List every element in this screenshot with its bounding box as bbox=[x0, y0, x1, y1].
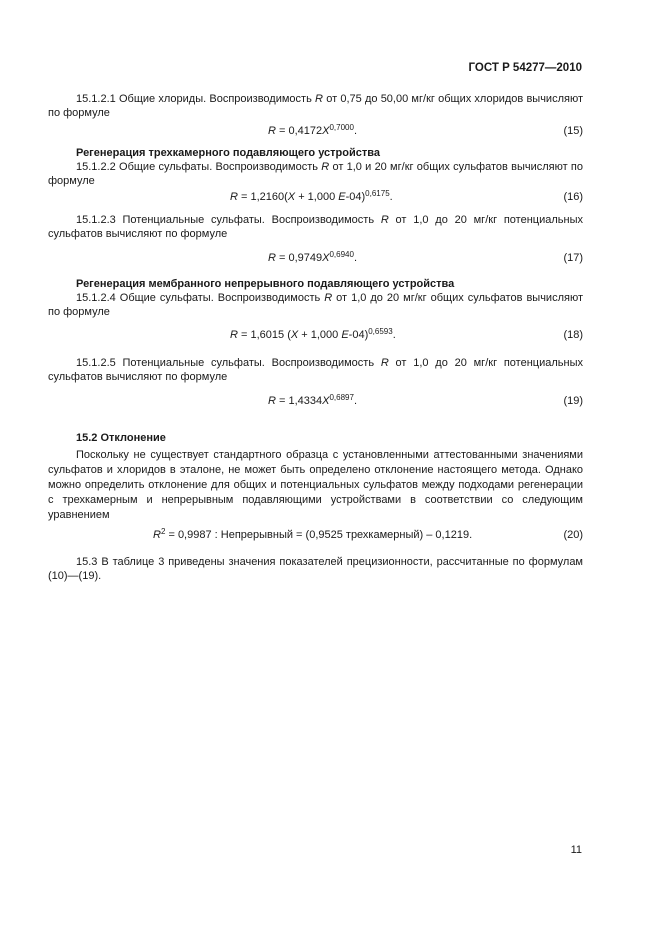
formula-number: (16) bbox=[563, 191, 583, 203]
variable-r: R bbox=[315, 93, 323, 105]
paragraph-15-1-2-4: 15.1.2.4 Общие сульфаты. Воспроизводимость R от 1,0 до 20 мг/кг общих сульфатов вычисляют по формуле bbox=[48, 292, 583, 318]
page-number: 11 bbox=[570, 844, 582, 856]
paragraph-15-1-2-3: 15.1.2.3 Потенциальные сульфаты. Воспроизводимость R от 1,0 до 20 мг/кг потенциальных сульфатов вычисляют по формуле bbox=[48, 214, 583, 240]
paragraph-15-1-2-1 bbox=[48, 92, 583, 120]
formula-18 bbox=[48, 328, 583, 342]
formula-number: (17) bbox=[563, 252, 583, 264]
formula-number: (15) bbox=[563, 125, 583, 137]
subheading-membrane: Регенерация мембранного непрерывного подавляющего устройства bbox=[76, 278, 455, 290]
paragraph-15-2: Поскольку не существует стандартного образца с установленными аттестованными значениями сульфатов и хлоридов в эталоне, не может быть определено отклонение настоящего метода. Однако можно определить отклонение для общих и потенциальных сульфатов между подходами регенерации с трехкамерным и непрерывным подавляющими устройствами в соответствии со следующим уравнением bbox=[48, 449, 583, 521]
paragraph-text: 15.1.2.1 Общие хлориды. Воспроизводимость bbox=[76, 93, 316, 105]
formula-15 bbox=[48, 124, 583, 138]
formula-expression: $R^2 = 0,9987$ : Непрерывный = (0,9525 трехкамерный) – 0,1219. bbox=[153, 527, 473, 541]
formula-expression: $R = 0,4172X^{0,7000}$. bbox=[268, 123, 358, 137]
paragraph-15-3: 15.3 В таблице 3 приведены значения показателей прецизионности, рассчитанные по формулам (10)—(19). bbox=[48, 556, 583, 582]
formula-expression: R = 1,6015 (X + 1,000 E-04)$^{0,6593}$. bbox=[230, 327, 396, 341]
formula-20 bbox=[48, 528, 583, 542]
formula-expression: $R = 0,9749X^{0,6940}$. bbox=[268, 250, 358, 264]
formula-number: (20) bbox=[563, 529, 583, 541]
subheading-three-chamber: Регенерация трехкамерного подавляющего устройства bbox=[76, 147, 380, 159]
formula-19 bbox=[48, 394, 583, 408]
formula-expression: R = 1,2160(X + 1,000 E-04)$^{0,6175}$. bbox=[230, 189, 393, 203]
formula-number: (19) bbox=[563, 395, 583, 407]
formula-expression: $R = 1,4334X^{0,6897}$. bbox=[268, 393, 358, 407]
formula-16 bbox=[48, 190, 583, 204]
section-title-15-2: 15.2 Отклонение bbox=[76, 432, 166, 444]
formula-17 bbox=[48, 251, 583, 265]
paragraph-15-1-2-2: 15.1.2.2 Общие сульфаты. Воспроизводимость R от 1,0 и 20 мг/кг общих сульфатов вычисляют по формуле bbox=[48, 161, 583, 187]
document-id: ГОСТ Р 54277—2010 bbox=[468, 62, 582, 74]
formula-number: (18) bbox=[563, 329, 583, 341]
paragraph-15-1-2-5: 15.1.2.5 Потенциальные сульфаты. Воспроизводимость R от 1,0 до 20 мг/кг потенциальных сульфатов вычисляют по формуле bbox=[48, 357, 583, 383]
paragraph-text: от 0,75 до 50,00 мг/кг общих хлоридов вычисляют по формуле bbox=[48, 93, 583, 119]
